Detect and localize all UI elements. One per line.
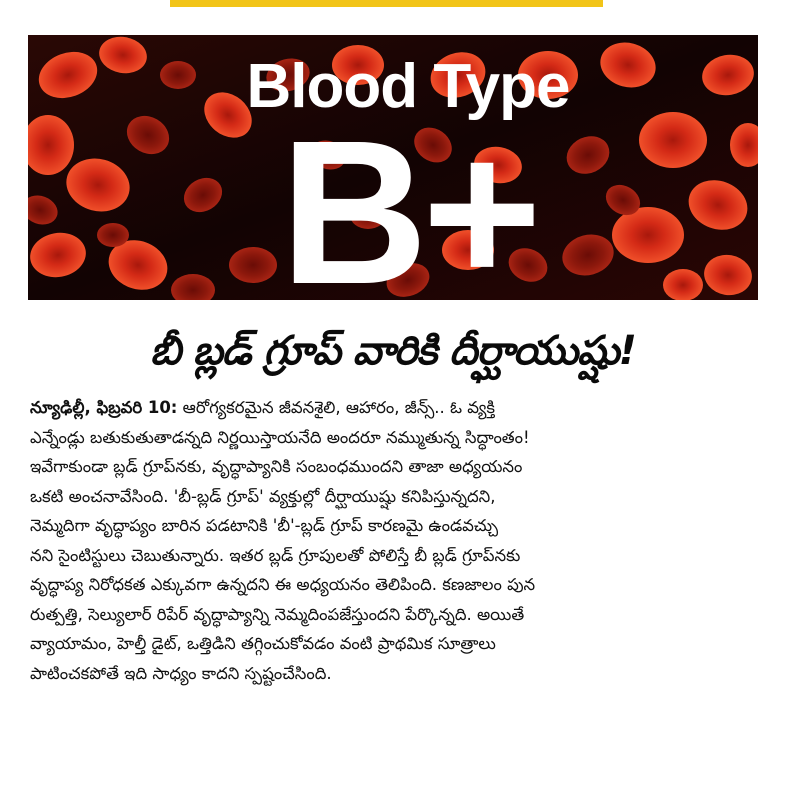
dateline: న్యూఢిల్లీ, ఫిబ్రవరి 10: [30, 398, 178, 417]
hero-title-line2: B+ [280, 98, 536, 300]
article-line: న్యూఢిల్లీ, ఫిబ్రవరి 10: ఆరోగ్యకరమైన జీవనశైలి, ఆహారం, జీన్స్.. ఓ వ్యక్తి [30, 398, 496, 417]
article-line: వృద్ధాప్య నిరోధకత ఎక్కువగా ఉన్నదని ఈ అధ్యయనం తెలిపింది. కణజాలం పున [30, 575, 536, 594]
headline: బీ బ్లడ్ గ్రూప్ వారికి దీర్ఘాయుష్షు! [150, 328, 636, 374]
article-line: ఒకటి అంచనావేసింది. 'బీ-బ్లడ్ గ్రూప్' వ్యక్తుల్లో దీర్ఘాయుష్షు కనిపిస్తున్నదని, [30, 486, 496, 506]
article-body [30, 393, 760, 688]
article-line: పాటించకపోతే ఇది సాధ్యం కాదని స్పష్టంచేసింది. [30, 663, 332, 683]
hero-image [28, 35, 758, 300]
article-line: వ్యాయామం, హెల్తీ డైట్, ఒత్తిడిని తగ్గించుకోవడం వంటి ప్రాథమిక సూత్రాలు [30, 634, 496, 653]
blood-cell [663, 269, 703, 300]
blood-cell [160, 61, 196, 89]
blood-cell [97, 223, 129, 247]
top-accent-bar [170, 0, 603, 7]
article-line: ఎన్నేండ్లు బతుకుతుతాడన్నది నిర్ణయిస్తాయనేది అందరూ నమ్ముతున్న సిద్ధాంతం! [30, 427, 530, 447]
article-line: నని సైంటిస్టులు చెబుతున్నారు. ఇతర బ్లడ్ గ్రూపులతో పోలిస్తే బీ బ్లడ్ గ్రూప్‌నకు [30, 545, 521, 565]
blood-cells-illustration [28, 35, 758, 300]
article-line: నెమ్మదిగా వృద్ధాప్యం బారిన పడటానికి 'బీ'-బ్లడ్ గ్రూప్ కారణమై ఉండవచ్చు [30, 516, 499, 535]
article-line: రుత్పత్తి, సెల్యులార్ రిపేర్ వృద్ధాప్యాన్ని నెమ్మదింపజేస్తుందని పేర్కొన్నది. అయితే [30, 604, 525, 624]
blood-cell [229, 247, 277, 283]
blood-cell [639, 112, 707, 168]
blood-cell [612, 207, 684, 263]
hero-title-line1: Blood Type [246, 52, 570, 121]
article-line: ఇవేగాకుండా బ్లడ్ గ్రూప్‌నకు, వృద్ధాప్యానికి సంబంధముందని తాజా అధ్యయనం [30, 457, 523, 476]
